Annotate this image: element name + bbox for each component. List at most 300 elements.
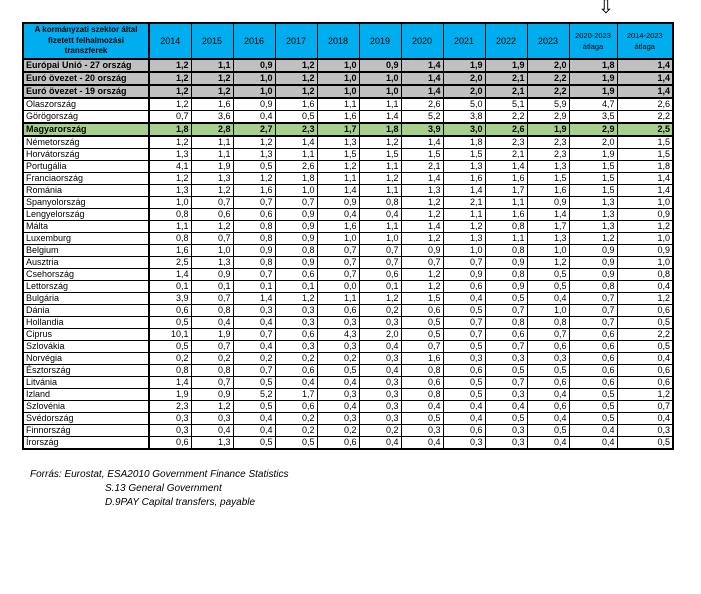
- value-cell: 1,4: [149, 377, 191, 389]
- value-cell: 0,4: [317, 209, 359, 221]
- value-cell: 1,1: [359, 185, 401, 197]
- value-cell: 1,4: [149, 269, 191, 281]
- value-cell: 0,5: [443, 389, 485, 401]
- value-cell: 2,5: [149, 257, 191, 269]
- value-cell: 2,0: [443, 85, 485, 98]
- value-cell: 0,3: [359, 413, 401, 425]
- value-cell: 2,1: [485, 85, 527, 98]
- value-cell: 0,9: [485, 281, 527, 293]
- value-cell: 0,8: [233, 233, 275, 245]
- value-cell: 1,2: [401, 197, 443, 209]
- row-label: Finnország: [23, 425, 149, 437]
- value-cell: 0,4: [617, 413, 673, 425]
- value-cell: 0,6: [617, 365, 673, 377]
- value-cell: 0,5: [317, 365, 359, 377]
- column-header: 2016: [233, 23, 275, 59]
- value-cell: 0,4: [233, 425, 275, 437]
- value-cell: 0,5: [527, 365, 569, 377]
- value-cell: 1,0: [527, 245, 569, 257]
- value-cell: 1,2: [149, 59, 191, 72]
- value-cell: 1,5: [401, 149, 443, 161]
- value-cell: 1,6: [443, 173, 485, 185]
- value-cell: 0,9: [233, 98, 275, 111]
- value-cell: 1,9: [527, 123, 569, 136]
- value-cell: 1,0: [617, 233, 673, 245]
- row-label: Románia: [23, 185, 149, 197]
- value-cell: 0,6: [569, 377, 617, 389]
- value-cell: 1,0: [443, 245, 485, 257]
- value-cell: 0,3: [443, 353, 485, 365]
- table-row: [23, 161, 673, 173]
- value-cell: 0,8: [149, 365, 191, 377]
- value-cell: 1,0: [527, 305, 569, 317]
- row-label: Norvégia: [23, 353, 149, 365]
- value-cell: 0,4: [233, 341, 275, 353]
- value-cell: 0,5: [233, 377, 275, 389]
- value-cell: 0,8: [149, 233, 191, 245]
- value-cell: 0,1: [233, 281, 275, 293]
- row-label: Ausztria: [23, 257, 149, 269]
- value-cell: 0,9: [569, 269, 617, 281]
- down-arrow-icon: ⇩: [598, 0, 614, 18]
- value-cell: 1,0: [149, 197, 191, 209]
- value-cell: 3,9: [149, 293, 191, 305]
- value-cell: 0,2: [191, 353, 233, 365]
- value-cell: 1,2: [401, 281, 443, 293]
- value-cell: 1,7: [527, 221, 569, 233]
- value-cell: 0,7: [485, 341, 527, 353]
- value-cell: 1,9: [485, 59, 527, 72]
- table-row: [23, 257, 673, 269]
- table-row: [23, 401, 673, 413]
- value-cell: 1,2: [401, 233, 443, 245]
- value-cell: 0,7: [569, 317, 617, 329]
- table-row: [23, 329, 673, 341]
- value-cell: 3,5: [569, 111, 617, 124]
- value-cell: 1,7: [275, 389, 317, 401]
- value-cell: 0,8: [485, 245, 527, 257]
- table-row: [23, 209, 673, 221]
- value-cell: 1,0: [233, 72, 275, 85]
- value-cell: 2,2: [527, 85, 569, 98]
- value-cell: 0,2: [359, 305, 401, 317]
- value-cell: 1,2: [191, 401, 233, 413]
- table-row: [23, 365, 673, 377]
- value-cell: 1,3: [443, 233, 485, 245]
- value-cell: 1,1: [317, 173, 359, 185]
- value-cell: 0,7: [569, 305, 617, 317]
- row-label: Euró övezet - 20 ország: [23, 72, 149, 85]
- value-cell: 1,2: [275, 85, 317, 98]
- value-cell: 0,3: [233, 305, 275, 317]
- value-cell: 2,3: [485, 136, 527, 149]
- value-cell: 2,0: [443, 72, 485, 85]
- value-cell: 0,4: [275, 377, 317, 389]
- table-row: [23, 425, 673, 437]
- value-cell: 1,2: [569, 233, 617, 245]
- note-d9pay: D.9PAY Capital transfers, payable: [105, 497, 256, 508]
- row-label: Szlovénia: [23, 401, 149, 413]
- value-cell: 0,9: [401, 245, 443, 257]
- value-cell: 0,7: [191, 293, 233, 305]
- value-cell: 0,7: [233, 365, 275, 377]
- value-cell: 0,7: [233, 269, 275, 281]
- value-cell: 1,1: [149, 221, 191, 233]
- value-cell: 0,3: [485, 425, 527, 437]
- value-cell: 0,1: [149, 281, 191, 293]
- value-cell: 1,3: [527, 161, 569, 173]
- value-cell: 2,2: [527, 72, 569, 85]
- value-cell: 0,4: [359, 341, 401, 353]
- table-row: [23, 389, 673, 401]
- table-row: [23, 317, 673, 329]
- value-cell: 1,6: [149, 245, 191, 257]
- value-cell: 1,5: [569, 173, 617, 185]
- value-cell: 0,7: [191, 377, 233, 389]
- value-cell: 0,6: [275, 365, 317, 377]
- column-header: 2020-2023 átlaga: [569, 23, 617, 59]
- value-cell: 0,7: [569, 293, 617, 305]
- value-cell: 3,6: [191, 111, 233, 124]
- value-cell: 0,4: [527, 389, 569, 401]
- value-cell: 1,3: [569, 197, 617, 209]
- value-cell: 1,8: [359, 123, 401, 136]
- value-cell: 2,5: [617, 123, 673, 136]
- value-cell: 0,3: [401, 425, 443, 437]
- value-cell: 0,1: [191, 281, 233, 293]
- value-cell: 0,8: [617, 269, 673, 281]
- value-cell: 2,6: [401, 98, 443, 111]
- value-cell: 1,8: [149, 123, 191, 136]
- value-cell: 1,5: [359, 149, 401, 161]
- value-cell: 0,5: [485, 413, 527, 425]
- value-cell: 1,4: [401, 59, 443, 72]
- value-cell: 1,3: [233, 149, 275, 161]
- value-cell: 1,1: [275, 149, 317, 161]
- value-cell: 1,3: [191, 173, 233, 185]
- row-label: Horvátország: [23, 149, 149, 161]
- value-cell: 0,1: [359, 281, 401, 293]
- value-cell: 1,3: [401, 185, 443, 197]
- capital-transfers-table: [22, 22, 674, 450]
- value-cell: 0,9: [359, 59, 401, 72]
- value-cell: 1,1: [443, 209, 485, 221]
- column-header: 2017: [275, 23, 317, 59]
- value-cell: 1,1: [359, 98, 401, 111]
- value-cell: 5,9: [527, 98, 569, 111]
- value-cell: 1,6: [485, 173, 527, 185]
- value-cell: 0,9: [275, 233, 317, 245]
- value-cell: 0,6: [275, 269, 317, 281]
- column-header: 2023: [527, 23, 569, 59]
- value-cell: 1,8: [569, 59, 617, 72]
- value-cell: 0,2: [359, 425, 401, 437]
- value-cell: 1,2: [191, 85, 233, 98]
- value-cell: 0,3: [617, 425, 673, 437]
- value-cell: 0,4: [443, 293, 485, 305]
- column-header: 2014: [149, 23, 191, 59]
- table-title-cell: A kormányzati szektor által fizetett felhalmozási transzferek: [23, 23, 149, 59]
- row-label: Izland: [23, 389, 149, 401]
- column-header: 2019: [359, 23, 401, 59]
- value-cell: 0,3: [275, 317, 317, 329]
- value-cell: 2,0: [569, 136, 617, 149]
- value-cell: 0,6: [569, 353, 617, 365]
- value-cell: 0,7: [527, 329, 569, 341]
- value-cell: 2,6: [485, 123, 527, 136]
- value-cell: 1,2: [443, 221, 485, 233]
- value-cell: 1,3: [191, 437, 233, 450]
- value-cell: 0,5: [275, 111, 317, 124]
- value-cell: 1,4: [275, 136, 317, 149]
- value-cell: 0,2: [275, 425, 317, 437]
- value-cell: 0,6: [485, 329, 527, 341]
- table-row: [23, 233, 673, 245]
- value-cell: 0,8: [233, 257, 275, 269]
- table-row: [23, 293, 673, 305]
- value-cell: 2,7: [233, 123, 275, 136]
- value-cell: 0,4: [569, 425, 617, 437]
- table-row: [23, 245, 673, 257]
- value-cell: 2,3: [527, 149, 569, 161]
- value-cell: 0,5: [233, 401, 275, 413]
- value-cell: 1,4: [527, 209, 569, 221]
- row-label: Görögország: [23, 111, 149, 124]
- value-cell: 1,9: [443, 59, 485, 72]
- value-cell: 1,5: [527, 173, 569, 185]
- value-cell: 1,9: [569, 72, 617, 85]
- value-cell: 2,9: [527, 111, 569, 124]
- value-cell: 0,6: [275, 401, 317, 413]
- value-cell: 1,2: [191, 221, 233, 233]
- row-label: Lengyelország: [23, 209, 149, 221]
- source-notes: [30, 468, 288, 510]
- value-cell: 0,6: [617, 377, 673, 389]
- table-row: [23, 269, 673, 281]
- value-cell: 1,4: [401, 136, 443, 149]
- value-cell: 1,4: [617, 59, 673, 72]
- row-label: Dánia: [23, 305, 149, 317]
- value-cell: 3,0: [443, 123, 485, 136]
- value-cell: 0,6: [317, 305, 359, 317]
- row-label: Portugália: [23, 161, 149, 173]
- table-row: [23, 437, 673, 450]
- value-cell: 2,3: [149, 401, 191, 413]
- value-cell: 0,3: [149, 413, 191, 425]
- value-cell: 1,0: [275, 185, 317, 197]
- value-cell: 0,7: [191, 197, 233, 209]
- row-label: Magyarország: [23, 123, 149, 136]
- column-header: 2021: [443, 23, 485, 59]
- value-cell: 0,5: [485, 293, 527, 305]
- row-label: Euró övezet - 19 ország: [23, 85, 149, 98]
- value-cell: 0,9: [233, 245, 275, 257]
- value-cell: 2,1: [401, 161, 443, 173]
- value-cell: 0,7: [485, 377, 527, 389]
- value-cell: 1,0: [233, 85, 275, 98]
- value-cell: 0,7: [401, 341, 443, 353]
- value-cell: 0,4: [401, 401, 443, 413]
- value-cell: 1,4: [401, 173, 443, 185]
- value-cell: 1,6: [317, 111, 359, 124]
- row-label: Luxemburg: [23, 233, 149, 245]
- value-cell: 1,4: [617, 85, 673, 98]
- value-cell: 1,6: [485, 209, 527, 221]
- value-cell: 1,2: [401, 209, 443, 221]
- value-cell: 0,9: [527, 197, 569, 209]
- value-cell: 0,9: [191, 389, 233, 401]
- table-row: [23, 221, 673, 233]
- value-cell: 0,4: [617, 281, 673, 293]
- value-cell: 2,0: [527, 59, 569, 72]
- value-cell: 0,5: [443, 341, 485, 353]
- value-cell: 0,5: [443, 377, 485, 389]
- value-cell: 1,6: [191, 98, 233, 111]
- value-cell: 0,8: [401, 365, 443, 377]
- table-row: [23, 59, 673, 72]
- value-cell: 1,0: [191, 245, 233, 257]
- value-cell: 0,3: [317, 389, 359, 401]
- table-row: [23, 377, 673, 389]
- value-cell: 0,3: [359, 389, 401, 401]
- value-cell: 1,0: [317, 233, 359, 245]
- table-row: [23, 197, 673, 209]
- value-cell: 0,4: [443, 413, 485, 425]
- value-cell: 1,1: [485, 197, 527, 209]
- value-cell: 1,6: [317, 221, 359, 233]
- value-cell: 0,3: [359, 353, 401, 365]
- value-cell: 2,1: [485, 149, 527, 161]
- row-label: Németország: [23, 136, 149, 149]
- value-cell: 0,6: [527, 401, 569, 413]
- value-cell: 1,0: [317, 85, 359, 98]
- value-cell: 0,4: [359, 365, 401, 377]
- value-cell: 1,1: [191, 149, 233, 161]
- source-line: Forrás: Eurostat, ESA2010 Government Finance Statistics: [30, 469, 289, 480]
- value-cell: 1,6: [401, 353, 443, 365]
- value-cell: 0,5: [401, 413, 443, 425]
- value-cell: 4,3: [317, 329, 359, 341]
- value-cell: 0,4: [401, 437, 443, 450]
- value-cell: 0,5: [233, 437, 275, 450]
- value-cell: 0,9: [569, 245, 617, 257]
- value-cell: 0,2: [233, 353, 275, 365]
- value-cell: 0,2: [275, 353, 317, 365]
- value-cell: 0,2: [149, 353, 191, 365]
- value-cell: 0,0: [317, 281, 359, 293]
- value-cell: 0,3: [359, 401, 401, 413]
- value-cell: 1,4: [317, 185, 359, 197]
- value-cell: 0,8: [359, 197, 401, 209]
- value-cell: 1,2: [233, 136, 275, 149]
- value-cell: 0,4: [317, 401, 359, 413]
- value-cell: 1,3: [317, 136, 359, 149]
- value-cell: 0,3: [275, 341, 317, 353]
- value-cell: 0,6: [527, 341, 569, 353]
- value-cell: 1,9: [569, 85, 617, 98]
- value-cell: 0,4: [527, 293, 569, 305]
- value-cell: 2,6: [275, 161, 317, 173]
- value-cell: 1,9: [191, 329, 233, 341]
- value-cell: 0,6: [317, 437, 359, 450]
- row-label: Litvánia: [23, 377, 149, 389]
- table-row: [23, 185, 673, 197]
- table-header: [23, 23, 673, 59]
- table-row: [23, 72, 673, 85]
- value-cell: 0,3: [317, 341, 359, 353]
- column-header: 2020: [401, 23, 443, 59]
- value-cell: 0,8: [149, 209, 191, 221]
- value-cell: 2,2: [617, 111, 673, 124]
- value-cell: 0,4: [527, 413, 569, 425]
- value-cell: 0,5: [617, 317, 673, 329]
- value-cell: 1,2: [149, 98, 191, 111]
- value-cell: 0,5: [527, 425, 569, 437]
- value-cell: 0,4: [485, 401, 527, 413]
- value-cell: 3,8: [443, 111, 485, 124]
- value-cell: 1,5: [401, 293, 443, 305]
- value-cell: 0,7: [191, 341, 233, 353]
- value-cell: 0,3: [191, 413, 233, 425]
- value-cell: 0,3: [275, 305, 317, 317]
- value-cell: 0,8: [485, 269, 527, 281]
- value-cell: 1,4: [401, 72, 443, 85]
- value-cell: 1,0: [317, 59, 359, 72]
- value-cell: 1,4: [401, 85, 443, 98]
- value-cell: 1,4: [359, 111, 401, 124]
- value-cell: 0,6: [443, 425, 485, 437]
- value-cell: 0,6: [191, 209, 233, 221]
- value-cell: 0,4: [233, 111, 275, 124]
- value-cell: 0,3: [317, 317, 359, 329]
- value-cell: 2,3: [275, 123, 317, 136]
- value-cell: 1,2: [149, 85, 191, 98]
- value-cell: 0,9: [569, 257, 617, 269]
- row-label: Málta: [23, 221, 149, 233]
- value-cell: 1,5: [317, 149, 359, 161]
- value-cell: 1,1: [359, 221, 401, 233]
- value-cell: 1,2: [149, 173, 191, 185]
- value-cell: 5,1: [485, 98, 527, 111]
- value-cell: 0,9: [317, 197, 359, 209]
- value-cell: 1,1: [317, 293, 359, 305]
- value-cell: 0,4: [569, 437, 617, 450]
- value-cell: 2,3: [527, 136, 569, 149]
- value-cell: 1,2: [527, 257, 569, 269]
- value-cell: 1,4: [617, 72, 673, 85]
- value-cell: 1,2: [617, 221, 673, 233]
- row-label: Bulgária: [23, 293, 149, 305]
- value-cell: 0,6: [359, 269, 401, 281]
- value-cell: 1,2: [275, 293, 317, 305]
- value-cell: 2,1: [485, 72, 527, 85]
- value-cell: 0,8: [569, 281, 617, 293]
- value-cell: 1,3: [569, 209, 617, 221]
- value-cell: 0,6: [401, 377, 443, 389]
- value-cell: 0,8: [401, 389, 443, 401]
- value-cell: 0,5: [527, 269, 569, 281]
- row-label: Írország: [23, 437, 149, 450]
- row-label: Hollandia: [23, 317, 149, 329]
- value-cell: 0,2: [275, 413, 317, 425]
- table-row: [23, 111, 673, 124]
- value-cell: 0,8: [191, 365, 233, 377]
- value-cell: 0,8: [191, 305, 233, 317]
- value-cell: 0,9: [275, 257, 317, 269]
- value-cell: 0,8: [233, 221, 275, 233]
- value-cell: 1,4: [233, 293, 275, 305]
- value-cell: 1,2: [317, 161, 359, 173]
